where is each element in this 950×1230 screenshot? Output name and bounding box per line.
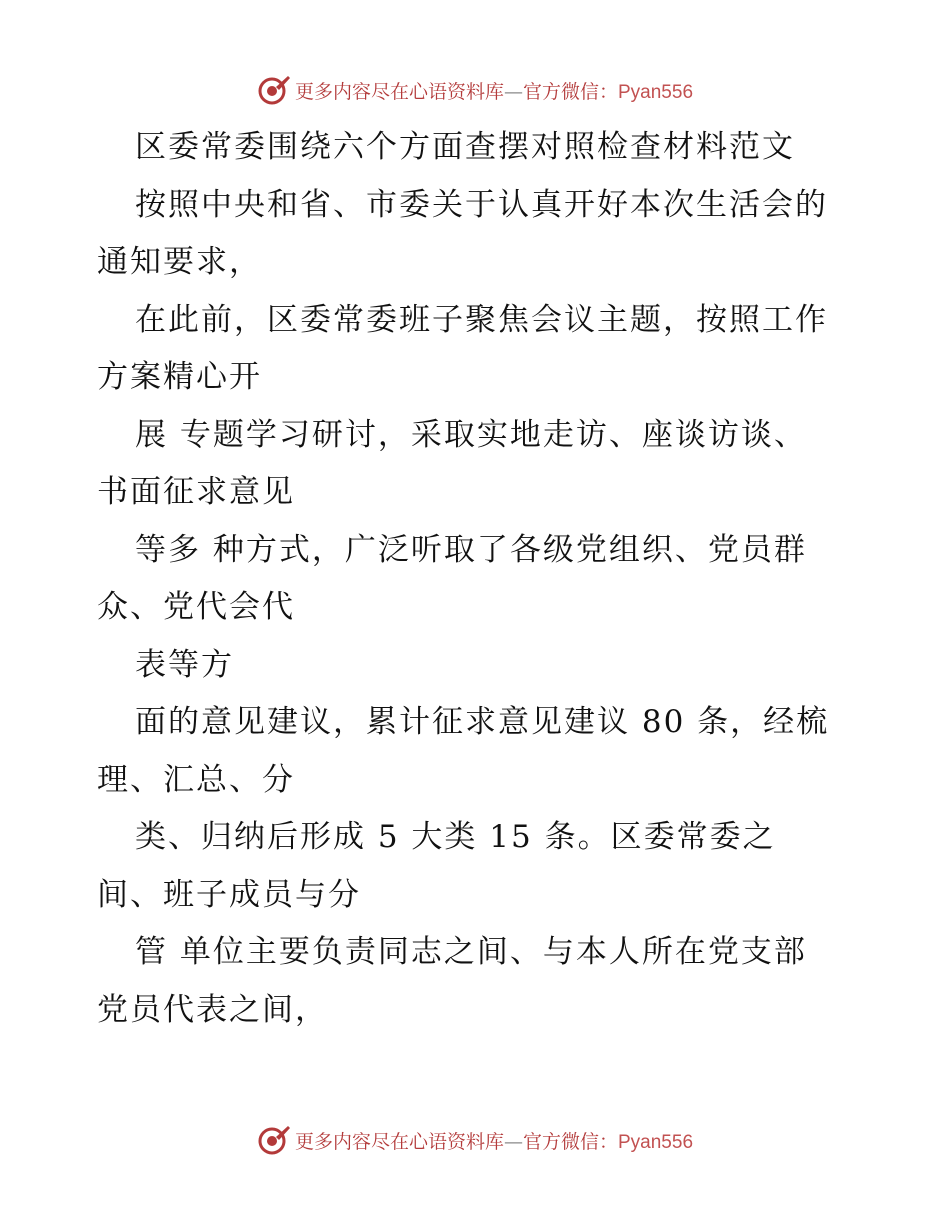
- document-line: 在此前，区委常委班子聚焦会议主题，按照工作: [135, 301, 828, 338]
- header-banner-text: [295, 77, 693, 104]
- document-line: 按照中央和省、市委关于认真开好本次生活会的: [135, 186, 828, 223]
- footer-contact-id: Pyan556: [618, 1131, 694, 1153]
- footer-dash: —: [503, 1130, 523, 1153]
- pen-logo-icon: [257, 73, 291, 107]
- document-line: 理、汇总、分: [97, 761, 295, 798]
- header-contact-label: 官方微信：: [522, 80, 618, 103]
- footer-site-name: 更多内容尽在心语资料库: [294, 1130, 504, 1153]
- document-body: [97, 119, 867, 1039]
- header-dash: —: [503, 80, 523, 103]
- document-line: 通知要求，: [97, 244, 262, 280]
- document-line: 书面征求意见: [97, 474, 295, 510]
- pen-logo-icon: [257, 1123, 291, 1157]
- document-line: 类、归纳后形成 5 大类 15 条。区委常委之: [135, 819, 776, 855]
- document-line: 党员代表之间，: [97, 991, 328, 1028]
- footer-banner-text: [295, 1127, 693, 1154]
- document-line: 面的意见建议，累计征求意见建议 80 条，经梳: [135, 704, 830, 740]
- document-line: 管 单位主要负责同志之间、与本人所在党支部: [135, 934, 807, 970]
- document-line: 间、班子成员与分: [97, 876, 361, 913]
- header-site-name: 更多内容尽在心语资料库: [294, 80, 504, 103]
- document-line: 展 专题学习研讨，采取实地走访、座谈访谈、: [135, 416, 807, 453]
- footer-contact-label: 官方微信：: [522, 1130, 618, 1153]
- document-line: 方案精心开: [97, 359, 262, 395]
- header-contact-id: Pyan556: [618, 81, 694, 103]
- document-line: 众、党代会代: [97, 589, 295, 625]
- document-line: 表等方: [135, 646, 234, 683]
- document-title: 区委常委围绕六个方面查摆对照检查材料范文: [135, 129, 795, 165]
- header-banner: [0, 70, 950, 110]
- document-line: 等多 种方式，广泛听取了各级党组织、党员群: [135, 531, 807, 568]
- footer-banner: [0, 1120, 950, 1160]
